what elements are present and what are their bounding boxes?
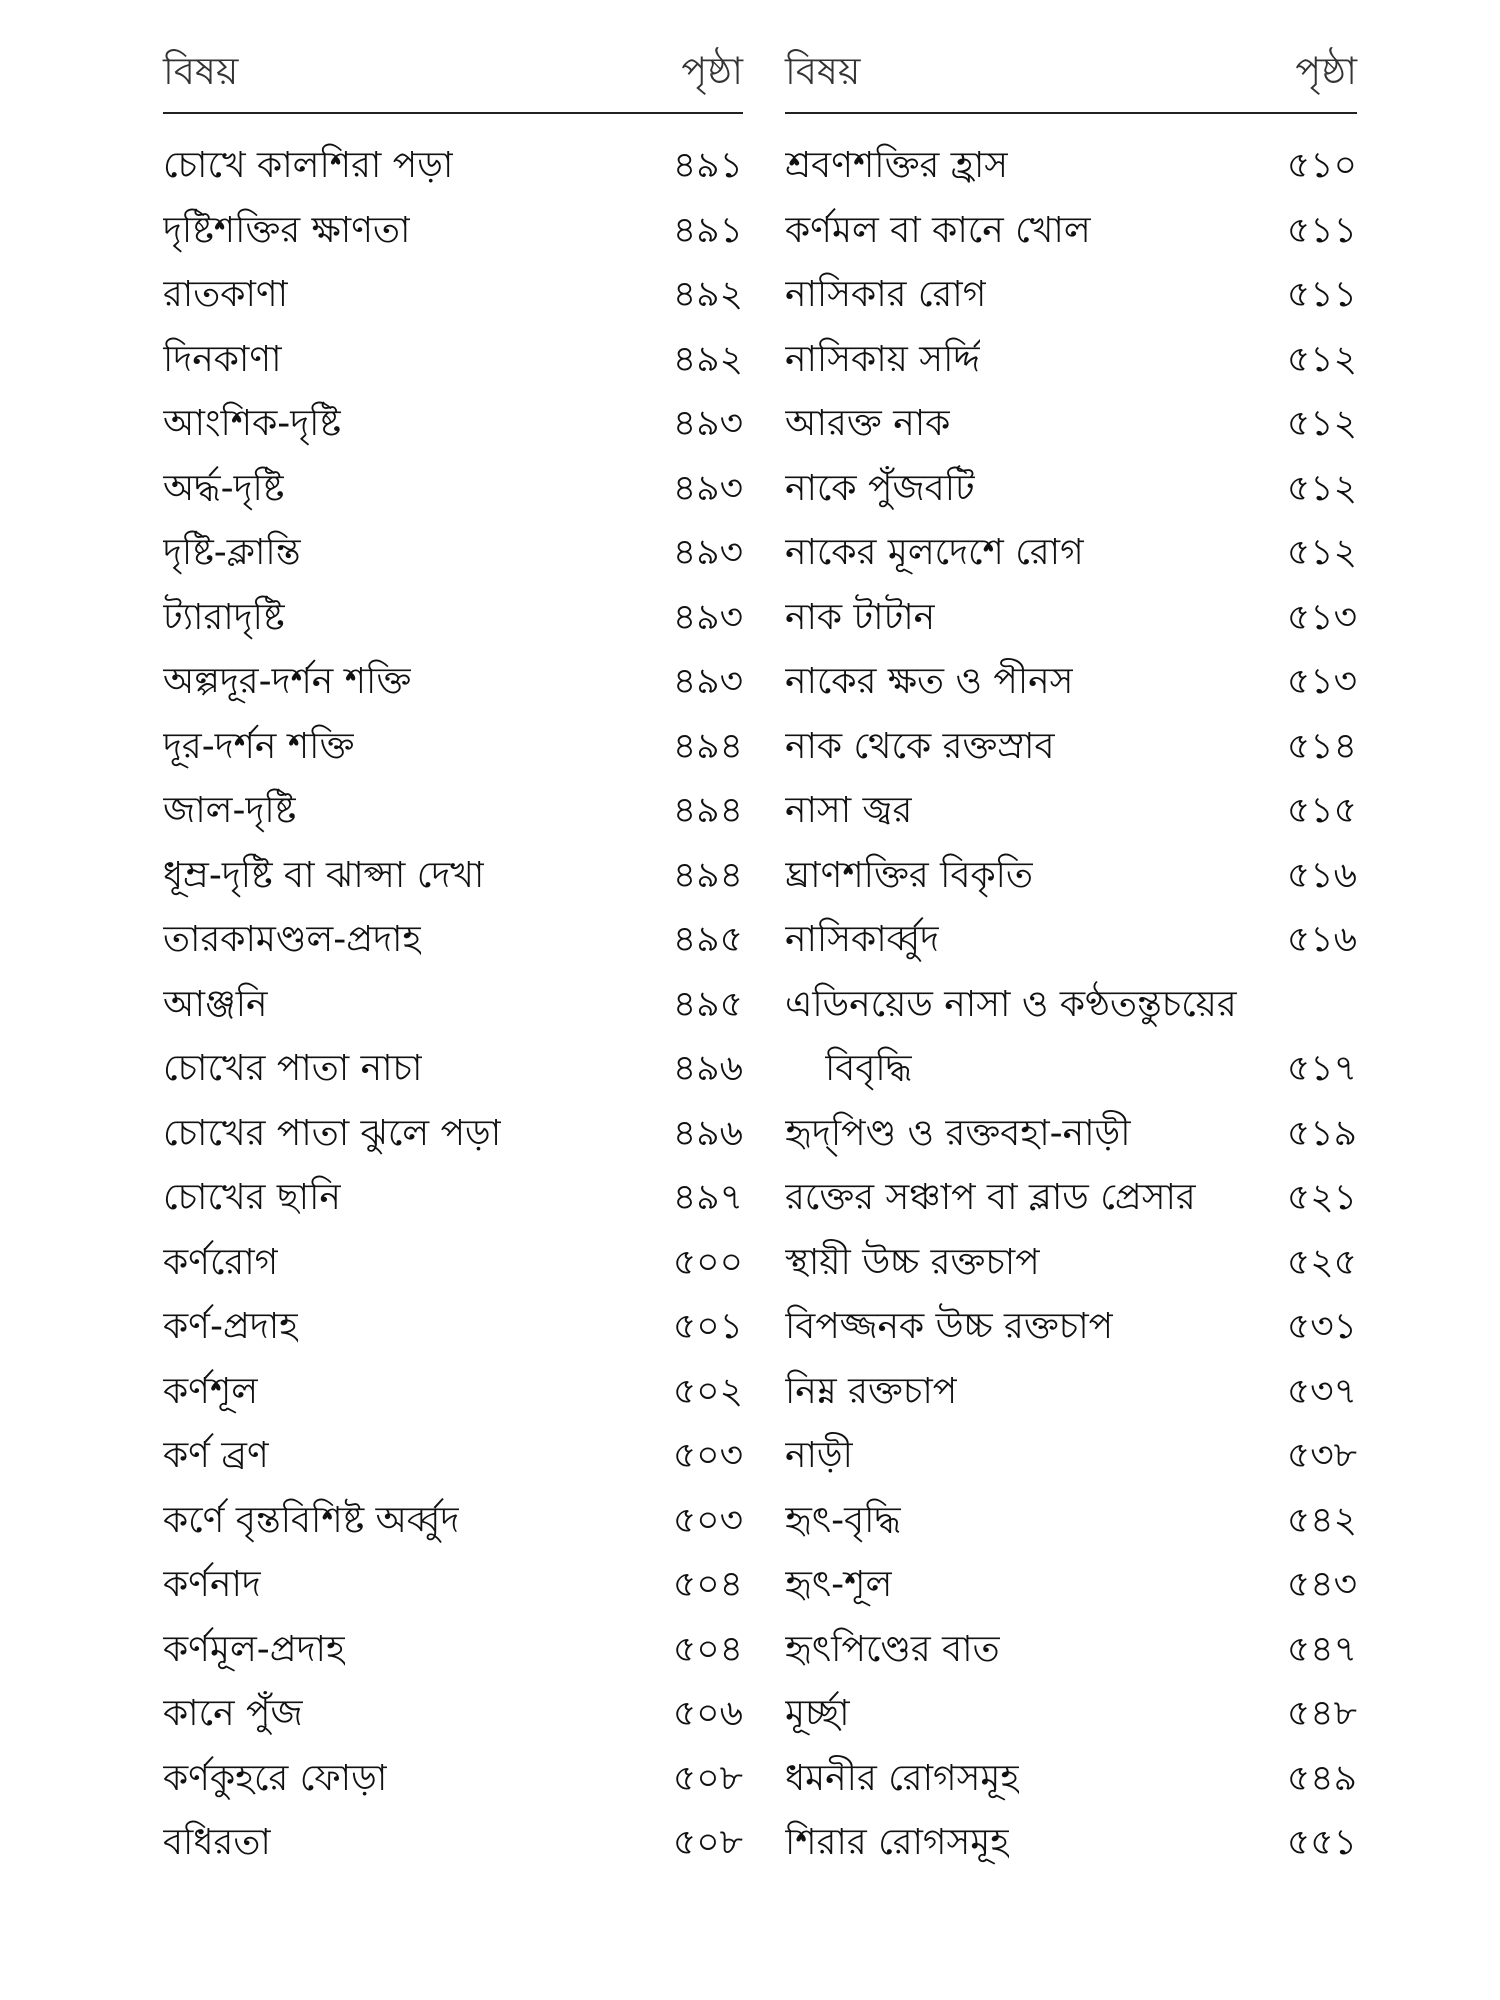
entry-title: দৃষ্টি-ক্লান্তি	[163, 532, 301, 574]
index-entry	[163, 265, 743, 330]
entry-title: ট্যারাদৃষ্টি	[163, 596, 285, 638]
entry-title: কর্ণে বৃন্তবিশিষ্ট অর্ব্বুদ	[163, 1499, 460, 1541]
entry-title: তারকামণ্ডল-প্রদাহ	[163, 919, 422, 961]
entry-page-number: ৪৯৪	[672, 854, 743, 896]
index-entry	[163, 910, 743, 975]
entry-title: নাক টাটান	[785, 596, 936, 638]
entry-title: বিবৃদ্ধি	[825, 1048, 913, 1090]
index-entry	[785, 459, 1357, 524]
index-entry	[163, 1620, 743, 1685]
entry-page-number: ৫১৬	[1286, 854, 1357, 896]
index-entry	[785, 1620, 1357, 1685]
index-entry	[163, 201, 743, 266]
entry-title: নাক থেকে রক্তস্রাব	[785, 725, 1055, 767]
entry-page-number: ৫০৩	[672, 1435, 743, 1477]
entry-page-number: ৪৯৩	[672, 467, 743, 509]
entry-page-number: ৫১৪	[1286, 725, 1357, 767]
entry-title: হৃৎ-বৃদ্ধি	[785, 1499, 901, 1541]
entry-title: নাসিকায় সর্দ্দি	[785, 338, 981, 380]
entry-title: কর্ণনাদ	[163, 1564, 261, 1606]
entry-page-number: ৫২৫	[1286, 1241, 1357, 1283]
entry-title: চোখের পাতা নাচা	[163, 1048, 423, 1090]
entry-title: জাল-দৃষ্টি	[163, 790, 297, 832]
entry-title: রক্তের সঞ্চাপ বা ব্লাড প্রেসার	[785, 1177, 1196, 1219]
entry-title: কর্ণমূল-প্রদাহ	[163, 1628, 345, 1670]
subject-heading: বিষয়	[785, 49, 861, 93]
index-entry	[163, 1684, 743, 1749]
entry-page-number: ৫১২	[1286, 403, 1357, 445]
index-entry	[163, 1362, 743, 1427]
index-entry	[163, 652, 743, 717]
entry-title: অৰ্দ্ধ-দৃষ্টি	[163, 467, 285, 509]
index-entry	[785, 265, 1357, 330]
index-entry	[785, 781, 1357, 846]
entry-page-number: ৫১২	[1286, 338, 1357, 380]
right-column	[785, 49, 1357, 1878]
entry-title: চোখের পাতা ঝুলে পড়া	[163, 1112, 502, 1154]
entry-page-number: ৪৯৭	[672, 1177, 743, 1219]
right-column-header	[785, 49, 1357, 114]
entry-page-number: ৫০২	[672, 1370, 743, 1412]
entry-page-number: ৫১৩	[1286, 661, 1357, 703]
index-entry	[163, 1813, 743, 1878]
entry-title: হৃৎপিণ্ডের বাত	[785, 1628, 1000, 1670]
entry-page-number: ৪৯৫	[672, 983, 743, 1025]
entry-page-number: ৪৯৩	[672, 403, 743, 445]
index-entry	[163, 459, 743, 524]
index-entry	[163, 975, 743, 1040]
index-entry	[163, 1104, 743, 1169]
entry-title: ঘ্রাণশক্তির বিকৃতি	[785, 854, 1033, 896]
entry-title: মূৰ্চ্ছা	[785, 1693, 850, 1735]
index-entry	[785, 846, 1357, 911]
entry-page-number: ৫১১	[1286, 209, 1357, 251]
left-entry-list	[163, 136, 743, 1878]
index-entry	[785, 1684, 1357, 1749]
entry-title: আঞ্জনি	[163, 983, 268, 1025]
entry-title: চোখে কালশিরা পড়া	[163, 145, 454, 187]
index-entry	[785, 975, 1357, 1040]
entry-page-number: ৫০৩	[672, 1499, 743, 1541]
entry-page-number: ৫৩১	[1286, 1306, 1357, 1348]
entry-title: নাকে পুঁজবটি	[785, 467, 975, 509]
entry-title: হৃৎ-শূল	[785, 1564, 893, 1606]
index-entry	[163, 394, 743, 459]
entry-title: ধমনীর রোগসমূহ	[785, 1757, 1020, 1799]
entry-page-number: ৫০৮	[672, 1822, 743, 1864]
index-entry	[785, 1104, 1357, 1169]
entry-title: কর্ণকুহরে ফোড়া	[163, 1757, 388, 1799]
entry-page-number: ৪৯২	[672, 338, 743, 380]
entry-page-number: ৪৯২	[672, 274, 743, 316]
entry-page-number: ৪৯৪	[672, 725, 743, 767]
entry-page-number: ৪৯১	[672, 145, 743, 187]
entry-title: কানে পুঁজ	[163, 1693, 303, 1735]
entry-title: কর্ণরোগ	[163, 1241, 279, 1283]
entry-title: নাকের মূলদেশে রোগ	[785, 532, 1084, 574]
entry-title: নাকের ক্ষত ও পীনস	[785, 661, 1074, 703]
index-entry	[163, 781, 743, 846]
entry-title: কর্ণমল বা কানে খোল	[785, 209, 1091, 251]
entry-page-number: ৫০৪	[672, 1564, 743, 1606]
entry-page-number: ৫০৮	[672, 1757, 743, 1799]
index-entry	[785, 910, 1357, 975]
index-entry	[163, 1168, 743, 1233]
index-entry	[785, 1749, 1357, 1814]
entry-page-number: ৪৯৩	[672, 596, 743, 638]
index-entry	[785, 1297, 1357, 1362]
index-entry	[785, 1233, 1357, 1298]
entry-title: নাসিকার রোগ	[785, 274, 987, 316]
entry-page-number: ৪৯১	[672, 209, 743, 251]
entry-page-number: ৪৯৬	[672, 1048, 743, 1090]
entry-page-number: ৫৪২	[1286, 1499, 1357, 1541]
index-entry	[163, 136, 743, 201]
entry-page-number: ৫১২	[1286, 467, 1357, 509]
entry-title: রাতকাণা	[163, 274, 289, 316]
entry-page-number: ৫৪৮	[1286, 1693, 1357, 1735]
index-entry	[163, 1233, 743, 1298]
index-entry	[785, 136, 1357, 201]
index-entry	[163, 717, 743, 782]
entry-title: ধূম্র-দৃষ্টি বা ঝাপ্সা দেখা	[163, 854, 485, 896]
entry-page-number: ৫৪৩	[1286, 1564, 1357, 1606]
index-entry	[163, 523, 743, 588]
page-heading: পৃষ্ঠা	[681, 49, 743, 93]
entry-page-number: ৫১১	[1286, 274, 1357, 316]
entry-title: দৃষ্টিশক্তির ক্ষাণতা	[163, 209, 411, 251]
entry-page-number: ৫০৪	[672, 1628, 743, 1670]
index-entry	[163, 1039, 743, 1104]
index-entry	[785, 330, 1357, 395]
entry-title: কর্ণশূল	[163, 1370, 259, 1412]
entry-page-number: ৪৯৫	[672, 919, 743, 961]
entry-page-number: ৫৪৭	[1286, 1628, 1357, 1670]
entry-title: বধিরতা	[163, 1822, 271, 1864]
entry-title: নিম্ন রক্তচাপ	[785, 1370, 958, 1412]
entry-title: বিপজ্জনক উচ্চ রক্তচাপ	[785, 1306, 1114, 1348]
entry-page-number: ৪৯৬	[672, 1112, 743, 1154]
entry-title: নাসিকার্ব্বুদ	[785, 919, 940, 961]
index-entry	[163, 1491, 743, 1556]
entry-title: হৃদ্‌পিণ্ড ও রক্তবহা-নাড়ী	[785, 1112, 1131, 1154]
entry-page-number: ৫১২	[1286, 532, 1357, 574]
entry-title: চোখের ছানি	[163, 1177, 341, 1219]
entry-title: শিরার রোগসমূহ	[785, 1822, 1010, 1864]
entry-title: আংশিক-দৃষ্টি	[163, 403, 342, 445]
index-entry	[785, 652, 1357, 717]
entry-page-number: ৫০০	[672, 1241, 743, 1283]
index-entry	[785, 588, 1357, 653]
entry-title: কর্ণ ব্রণ	[163, 1435, 269, 1477]
index-entry	[785, 1362, 1357, 1427]
entry-page-number: ৫১৫	[1286, 790, 1357, 832]
entry-title: কর্ণ-প্রদাহ	[163, 1306, 299, 1348]
entry-page-number: ৫০৬	[672, 1693, 743, 1735]
index-entry	[785, 1813, 1357, 1878]
index-entry	[163, 330, 743, 395]
entry-title: দিনকাণা	[163, 338, 282, 380]
index-entry	[163, 1297, 743, 1362]
right-entry-list	[785, 136, 1357, 1878]
subject-heading: বিষয়	[163, 49, 239, 93]
index-entry	[163, 1555, 743, 1620]
index-entry	[163, 1426, 743, 1491]
entry-page-number: ৫৫১	[1286, 1822, 1357, 1864]
index-entry	[785, 1426, 1357, 1491]
entry-title: অল্পদূর-দর্শন শক্তি	[163, 661, 412, 703]
entry-page-number: ৪৯৩	[672, 661, 743, 703]
index-entry	[785, 717, 1357, 782]
entry-page-number: ৪৯৩	[672, 532, 743, 574]
entry-page-number: ৫১৯	[1286, 1112, 1357, 1154]
left-column	[163, 49, 743, 1878]
entry-page-number: ৫১৩	[1286, 596, 1357, 638]
entry-title: দূর-দর্শন শক্তি	[163, 725, 355, 767]
index-entry	[785, 394, 1357, 459]
entry-page-number: ৫১৭	[1286, 1048, 1357, 1090]
entry-title: নাড়ী	[785, 1435, 853, 1477]
index-entry	[785, 1491, 1357, 1556]
index-entry	[785, 523, 1357, 588]
index-entry	[163, 588, 743, 653]
entry-page-number: ৫১৬	[1286, 919, 1357, 961]
entry-page-number: ৫৩৭	[1286, 1370, 1357, 1412]
entry-title: নাসা জ্বর	[785, 790, 913, 832]
entry-title: আরক্ত নাক	[785, 403, 951, 445]
index-entry	[785, 1555, 1357, 1620]
entry-page-number: ৪৯৪	[672, 790, 743, 832]
left-column-header	[163, 49, 743, 114]
index-entry	[163, 1749, 743, 1814]
index-entry	[785, 1039, 1357, 1104]
entry-page-number: ৫৩৮	[1286, 1435, 1357, 1477]
entry-title: স্থায়ী উচ্চ রক্তচাপ	[785, 1241, 1040, 1283]
entry-page-number: ৫২১	[1286, 1177, 1357, 1219]
index-entry	[785, 201, 1357, 266]
entry-title: শ্রবণশক্তির হ্রাস	[785, 145, 1009, 187]
entry-page-number: ৫৪৯	[1286, 1757, 1357, 1799]
entry-title: এডিনয়েড নাসা ও কণ্ঠতন্তুচয়ের	[785, 983, 1237, 1025]
entry-page-number: ৫১০	[1286, 145, 1357, 187]
index-entry	[163, 846, 743, 911]
page-heading: পৃষ্ঠা	[1295, 49, 1357, 93]
entry-page-number: ৫০১	[672, 1306, 743, 1348]
index-entry	[785, 1168, 1357, 1233]
